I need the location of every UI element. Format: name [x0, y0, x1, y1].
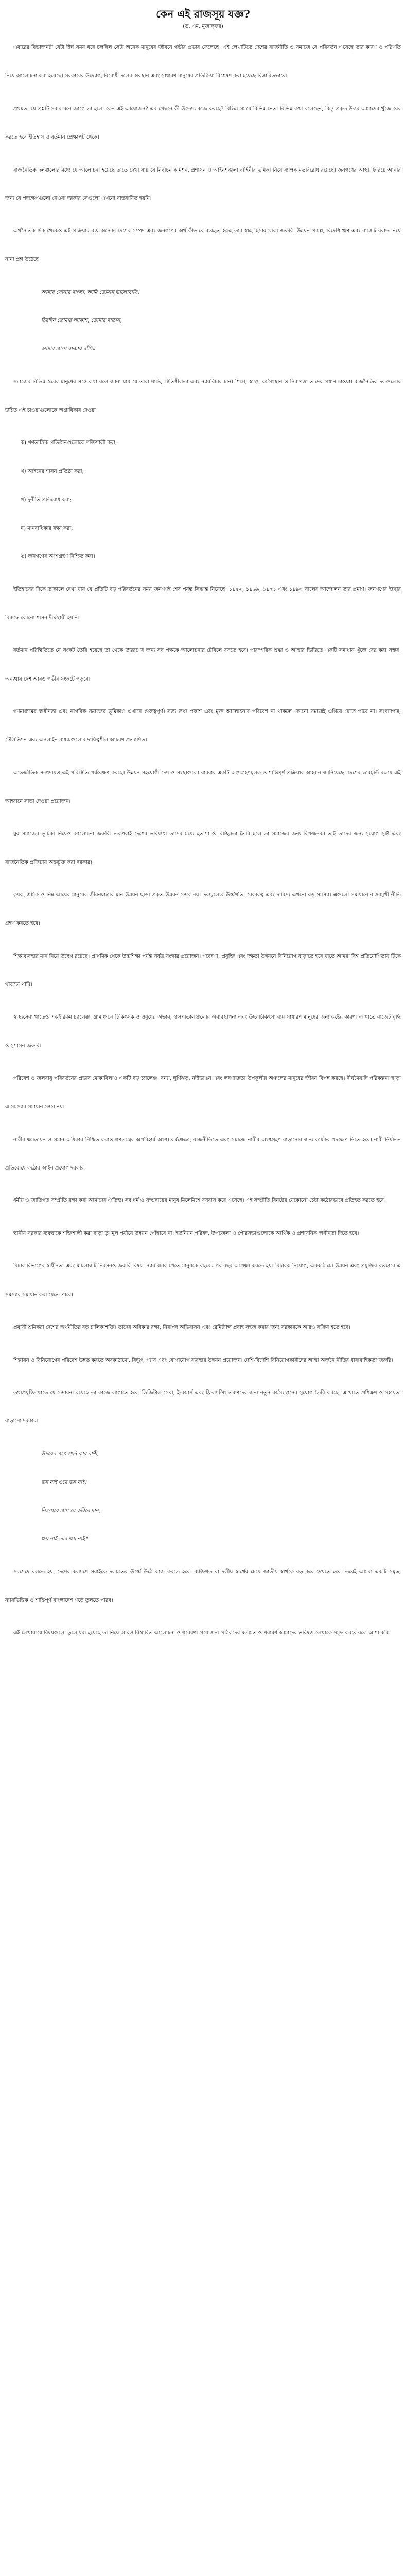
- poem-quote: [41, 1440, 401, 1554]
- list-item: ক) গণতান্ত্রিক প্রতিষ্ঠানগুলোকে শক্তিশালী করা;: [21, 440, 117, 446]
- poem-line: আমার সোনার বাংলা, আমি তোমায় ভালোবাসি।: [41, 289, 139, 295]
- paragraph: কৃষক, শ্রমিক ও নিম্ন আয়ের মানুষের জীবনযাত্রার মান উন্নয়ন ছাড়া প্রকৃত উন্নয়ন সম্ভব নয়। দ্রব্যমূল্যের ঊর্ধ্বগতি, বেকারত্ব এবং দারিদ্র্য এখনো বড় সমস্যা। এগুলো সমাধানে বাস্তবমুখী নীতি গ্রহণ করতে হবে।: [5, 892, 401, 927]
- paragraph: নারীর ক্ষমতায়ন ও সমান অধিকার নিশ্চিত করাও গণতন্ত্রের অপরিহার্য অংশ। কর্মক্ষেত্রে, রাজনীতিতে এবং সমাজে নারীর অংশগ্রহণ বাড়ানোর জন্য কার্যকর পদক্ষেপ নিতে হবে। নারী নির্যাতন প্রতিরোধে কঠোর আইন প্রয়োগ দরকার।: [5, 1137, 401, 1171]
- poem-line: নিঃশেষে প্রাণ যে করিবে দান,: [41, 1508, 100, 1514]
- list-item: ঘ) মানবাধিকার রক্ষা করা;: [21, 526, 73, 532]
- list-item: ঙ) জনগণের অংশগ্রহণ নিশ্চিত করা।: [21, 554, 95, 560]
- poem-line: আমার প্রাণে বাজায় বাঁশি॥: [41, 346, 95, 352]
- paragraph: প্রবাসী শ্রমিকরা দেশের অর্থনীতির বড় চালিকাশক্তি। তাদের অধিকার রক্ষা, নিরাপদ অভিবাসন এবং রেমিট্যান্স প্রবাহ সহজ করার জন্য সরকারকে আরও সক্রিয় হতে হবে।: [13, 1325, 350, 1331]
- list-item: গ) দুর্নীতি প্রতিরোধ করা;: [21, 497, 72, 503]
- paragraph: স্থানীয় সরকার ব্যবস্থাকে শক্তিশালী করা ছাড়া তৃণমূল পর্যায়ে উন্নয়ন পৌঁছাবে না। ইউনিয়ন পরিষদ, উপজেলা ও পৌরসভাগুলোকে আর্থিক ও প্রশাসনিক স্বাধীনতা দিতে হবে।: [13, 1230, 359, 1236]
- paragraph: আন্তর্জাতিক সম্প্রদায়ও এই পরিস্থিতি পর্যবেক্ষণ করছে। উন্নয়ন সহযোগী দেশ ও সংস্থাগুলো বারবার একটি অংশগ্রহণমূলক ও শান্তিপূর্ণ প্রক্রিয়ার আহ্বান জানিয়েছে। দেশের ভাবমূর্তি রক্ষায় এই আহ্বানে সাড়া দেওয়া প্রয়োজন।: [5, 770, 401, 804]
- paragraph: প্রথমত, যে প্রশ্নটি সবার মনে জাগে তা হলো কেন এই আয়োজন? এর পেছনে কী উদ্দেশ্য কাজ করছে? বিভিন্ন সময়ে বিভিন্ন নেতা বিভিন্ন কথা বলেছেন, কিন্তু প্রকৃত উত্তর আমাদের খুঁজে বের করতে হবে ইতিহাস ও বর্তমান প্রেক্ষাপট থেকে।: [5, 106, 401, 141]
- poem-line: চিরদিন তোমার আকাশ, তোমার বাতাস,: [41, 318, 122, 324]
- point-list: [21, 429, 401, 571]
- paragraph: এই লেখায় যে বিষয়গুলো তুলে ধরা হয়েছে তা নিয়ে আরও বিস্তারিত আলোচনা ও গবেষণা প্রয়োজন। পাঠকদের মতামত ও পরামর্শ আমাদের ভবিষ্যৎ লেখাকে সমৃদ্ধ করবে বলে আশা করি।: [13, 1630, 391, 1636]
- paragraph: রাজনৈতিক দলগুলোর মধ্যে যে আলোচনা হয়েছে তাতে দেখা যায় যে নির্বাচন কমিশন, প্রশাসন ও আইনশৃঙ্খলা বাহিনীর ভূমিকা নিয়ে ব্যাপক মতবিরোধ রয়েছে। জনগণের আস্থা ফিরিয়ে আনার জন্য যে পদক্ষেপগুলো নেওয়া দরকার সেগুলো এখনো বাস্তবায়িত হয়নি।: [5, 167, 401, 201]
- poem-line: ক্ষয় নাই তার ক্ষয় নাই॥: [41, 1536, 88, 1543]
- paragraph: গণমাধ্যমের স্বাধীনতা এবং নাগরিক সমাজের ভূমিকাও এখানে গুরুত্বপূর্ণ। সত্য তথ্য প্রকাশ এবং মুক্ত আলোচনার পরিবেশ না থাকলে কোনো সমাজই এগিয়ে যেতে পারে না। সংবাদপত্র, টেলিভিশন এবং অনলাইন মাধ্যমগুলোর দায়িত্বশীল আচরণ প্রত্যাশিত।: [5, 709, 401, 743]
- paragraph: শিক্ষাব্যবস্থার মান নিয়ে উদ্বেগ রয়েছে। প্রাথমিক থেকে উচ্চশিক্ষা পর্যন্ত সর্বত্র সংস্কার প্রয়োজন। গবেষণা, প্রযুক্তি এবং দক্ষতা উন্নয়নে বিনিয়োগ বাড়াতে হবে যাতে আমরা বিশ্ব প্রতিযোগিতায় টিকে থাকতে পারি।: [5, 953, 401, 988]
- article-body: [5, 33, 401, 1647]
- poem-line: ভয় নাই ওরে ভয় নাই।: [41, 1479, 86, 1485]
- author-byline: (ড. এম. মুজাফ্‌ফর): [183, 24, 223, 29]
- paragraph: বিচার বিভাগের স্বাধীনতা এবং মামলাজট নিরসনও জরুরি বিষয়। ন্যায়বিচার পেতে মানুষকে বছরের পর বছর অপেক্ষা করতে হয়। বিচারক নিয়োগ, অবকাঠামো উন্নয়ন এবং প্রযুক্তির ব্যবহারে এ সমস্যার সমাধান করা যেতে পারে।: [5, 1263, 401, 1298]
- paragraph: ইতিহাসের দিকে তাকালে দেখা যায় যে প্রতিটি বড় পরিবর্তনের সময় জনগণই শেষ পর্যন্ত সিদ্ধান্ত নিয়েছে। ১৯৫২, ১৯৬৯, ১৯৭১ এবং ১৯৯০ সালের আন্দোলন তার প্রমাণ। জনগণের ইচ্ছার বিরুদ্ধে কোনো শাসন দীর্ঘস্থায়ী হয়নি।: [5, 586, 401, 621]
- paragraph: এবারের বিভাজনটা যেটা দীর্ঘ সময় ধরে চলছিল সেটা অনেক মানুষের জীবনে গভীর প্রভাব ফেলেছে। এই লেখাটিতে দেশের রাজনীতি ও সমাজে যে পরিবর্তন এসেছে তার কারণ ও পরিণতি নিয়ে আলোচনা করা হয়েছে। সরকারের উদ্যোগ, বিরোধী দলের অবস্থান এবং সাধারণ মানুষের প্রতিক্রিয়া বিশ্লেষণ করা হয়েছে বিস্তারিতভাবে।: [5, 45, 401, 79]
- poem-line: উদয়ের পথে শুনি কার বাণী,: [41, 1451, 99, 1457]
- paragraph: সমাজের বিভিন্ন স্তরের মানুষের সঙ্গে কথা বলে জানা যায় যে তারা শান্তি, স্থিতিশীলতা এবং ন্যায়বিচার চান। শিক্ষা, স্বাস্থ্য, কর্মসংস্থান ও নিরাপত্তা তাদের প্রধান চাওয়া। রাজনৈতিক দলগুলোর উচিত এই চাওয়াগুলোকে অগ্রাধিকার দেওয়া।: [5, 379, 401, 413]
- paragraph: পরিবেশ ও জলবায়ু পরিবর্তনের প্রভাব মোকাবিলাও একটি বড় চ্যালেঞ্জ। বন্যা, ঘূর্ণিঝড়, নদীভাঙন এবং লবণাক্ততা উপকূলীয় অঞ্চলের মানুষের জীবন বিপন্ন করছে। দীর্ঘমেয়াদি পরিকল্পনা ছাড়া এ সমস্যার সমাধান সম্ভব নয়।: [5, 1076, 401, 1110]
- paragraph: অর্থনৈতিক দিক থেকেও এই প্রক্রিয়ার ব্যয় অনেক। দেশের সম্পদ এবং জনগণের অর্থ কীভাবে ব্যবহৃত হচ্ছে তার স্বচ্ছ হিসাব থাকা জরুরি। উন্নয়ন প্রকল্প, বিদেশি ঋণ এবং বাজেট বরাদ্দ নিয়ে নানা প্রশ্ন উঠেছে।: [5, 228, 401, 263]
- page-title: কেন এই রাজসূয় যজ্ঞ?: [156, 8, 250, 20]
- paragraph: তথ্যপ্রযুক্তি খাতে যে সম্ভাবনা রয়েছে তা কাজে লাগাতে হবে। ডিজিটাল সেবা, ই-কমার্স এবং ফ্রিল্যান্সিং তরুণদের জন্য নতুন কর্মসংস্থানের সুযোগ তৈরি করছে। এ খাতে প্রশিক্ষণ ও সহায়তা বাড়ানো দরকার।: [5, 1389, 401, 1425]
- paragraph: সবশেষে বলতে হয়, দেশের কল্যাণে সবাইকে দলমতের ঊর্ধ্বে উঠে কাজ করতে হবে। ব্যক্তিগত বা দলীয় স্বার্থের চেয়ে জাতীয় স্বার্থকে বড় করে দেখতে হবে। তবেই আমরা একটি সমৃদ্ধ, ন্যায়ভিত্তিক ও শান্তিপূর্ণ বাংলাদেশ গড়ে তুলতে পারব।: [5, 1569, 401, 1603]
- paragraph: শিল্পায়ন ও বিনিয়োগের পরিবেশ উন্নত করতে অবকাঠামো, বিদ্যুৎ, গ্যাস এবং যোগাযোগ ব্যবস্থার উন্নয়ন প্রয়োজন। দেশি-বিদেশি বিনিয়োগকারীদের আস্থা অর্জনে নীতির ধারাবাহিকতা জরুরি।: [13, 1357, 394, 1363]
- paragraph: বর্তমান পরিস্থিতিতে যে সংকট তৈরি হয়েছে তা থেকে উত্তরণের জন্য সব পক্ষকে আলোচনার টেবিলে বসতে হবে। পারস্পরিক শ্রদ্ধা ও আস্থার ভিত্তিতে একটি সমাধান খুঁজে বের করা সম্ভব। অন্যথায় দেশ আরও গভীর সংকটে পড়বে।: [5, 648, 401, 682]
- poem-quote: [41, 278, 401, 364]
- list-item: খ) আইনের শাসন প্রতিষ্ঠা করা;: [21, 468, 84, 474]
- paragraph: যুব সমাজের ভূমিকা নিয়েও আলোচনা জরুরি। তরুণরাই দেশের ভবিষ্যৎ। তাদের মধ্যে হতাশা ও বিচ্ছিন্নতা তৈরি হলে তা সমাজের জন্য বিপজ্জনক। তাই তাদের জন্য সুযোগ সৃষ্টি এবং রাজনৈতিক প্রক্রিয়ায় অন্তর্ভুক্ত করা দরকার।: [5, 831, 401, 866]
- paragraph: ধর্মীয় ও জাতিগত সম্প্রীতি রক্ষা করা আমাদের ঐতিহ্য। সব ধর্ম ও সম্প্রদায়ের মানুষ মিলেমিশে বসবাস করে এসেছে। এই সম্প্রীতি বিনষ্টের যেকোনো চেষ্টা কঠোরভাবে প্রতিহত করতে হবে।: [13, 1198, 386, 1204]
- paragraph: স্বাস্থ্যসেবা খাতেও একই রকম চ্যালেঞ্জ। গ্রামাঞ্চলে চিকিৎসক ও ওষুধের অভাব, হাসপাতালগুলোর অব্যবস্থাপনা এবং উচ্চ চিকিৎসা ব্যয় সাধারণ মানুষের জন্য কষ্টের কারণ। এ খাতে বাজেট বৃদ্ধি ও সুশাসন জরুরি।: [5, 1014, 401, 1049]
